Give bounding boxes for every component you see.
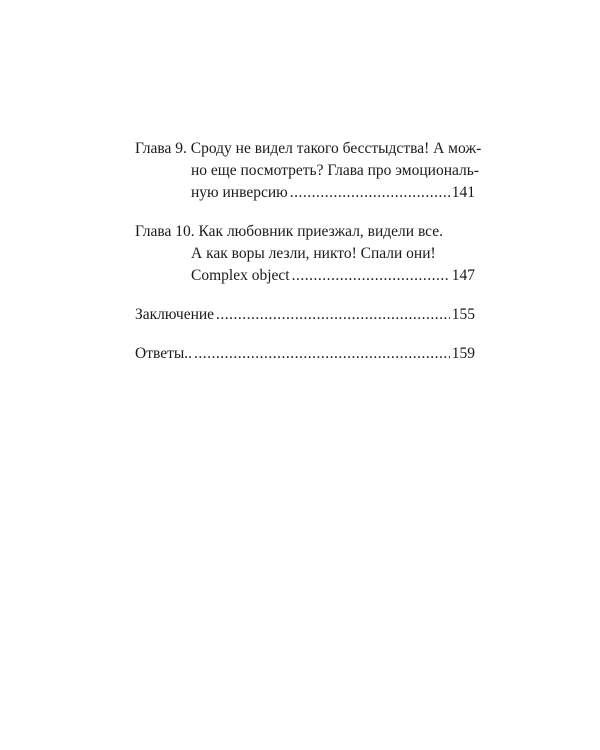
- toc-entry-answers[interactable]: [135, 343, 475, 365]
- toc-entry-title: Глава 9. Сроду не видел такого бесстыдства! А мож-: [135, 140, 482, 157]
- toc-page-number: 141: [451, 184, 475, 201]
- toc-entry-title: Заключение: [135, 306, 215, 323]
- toc-entry-title: Глава 10. Как любовник приезжал, видели все.: [135, 223, 444, 240]
- toc-entry-title: А как воры лезли, никто! Спали они!: [191, 245, 436, 262]
- toc-line: [135, 343, 475, 365]
- dot-leader: [290, 182, 450, 204]
- toc-page-number: 159: [451, 345, 475, 362]
- dot-leader: [292, 265, 450, 287]
- toc-entry-chapter-9[interactable]: [135, 138, 482, 204]
- dot-leader: [194, 343, 450, 365]
- table-of-contents: [135, 138, 482, 365]
- toc-line: [135, 304, 475, 326]
- toc-page-number: 155: [451, 306, 475, 323]
- toc-page-number: 147: [451, 267, 475, 284]
- toc-line: [135, 265, 475, 287]
- toc-line: [135, 138, 482, 160]
- toc-entry-title: Ответы..: [135, 345, 193, 362]
- dot-leader: [216, 304, 450, 326]
- toc-entry-title: ную инверсию: [191, 184, 288, 201]
- toc-entry-conclusion[interactable]: [135, 304, 475, 326]
- toc-line: [135, 243, 475, 265]
- toc-line: [135, 221, 475, 243]
- toc-entry-title: Complex object: [191, 267, 290, 284]
- toc-line: [135, 160, 479, 182]
- toc-entry-chapter-10[interactable]: [135, 221, 475, 287]
- toc-entry-title: но еще посмотреть? Глава про эмоциональ-: [191, 162, 479, 179]
- toc-line: [135, 182, 475, 204]
